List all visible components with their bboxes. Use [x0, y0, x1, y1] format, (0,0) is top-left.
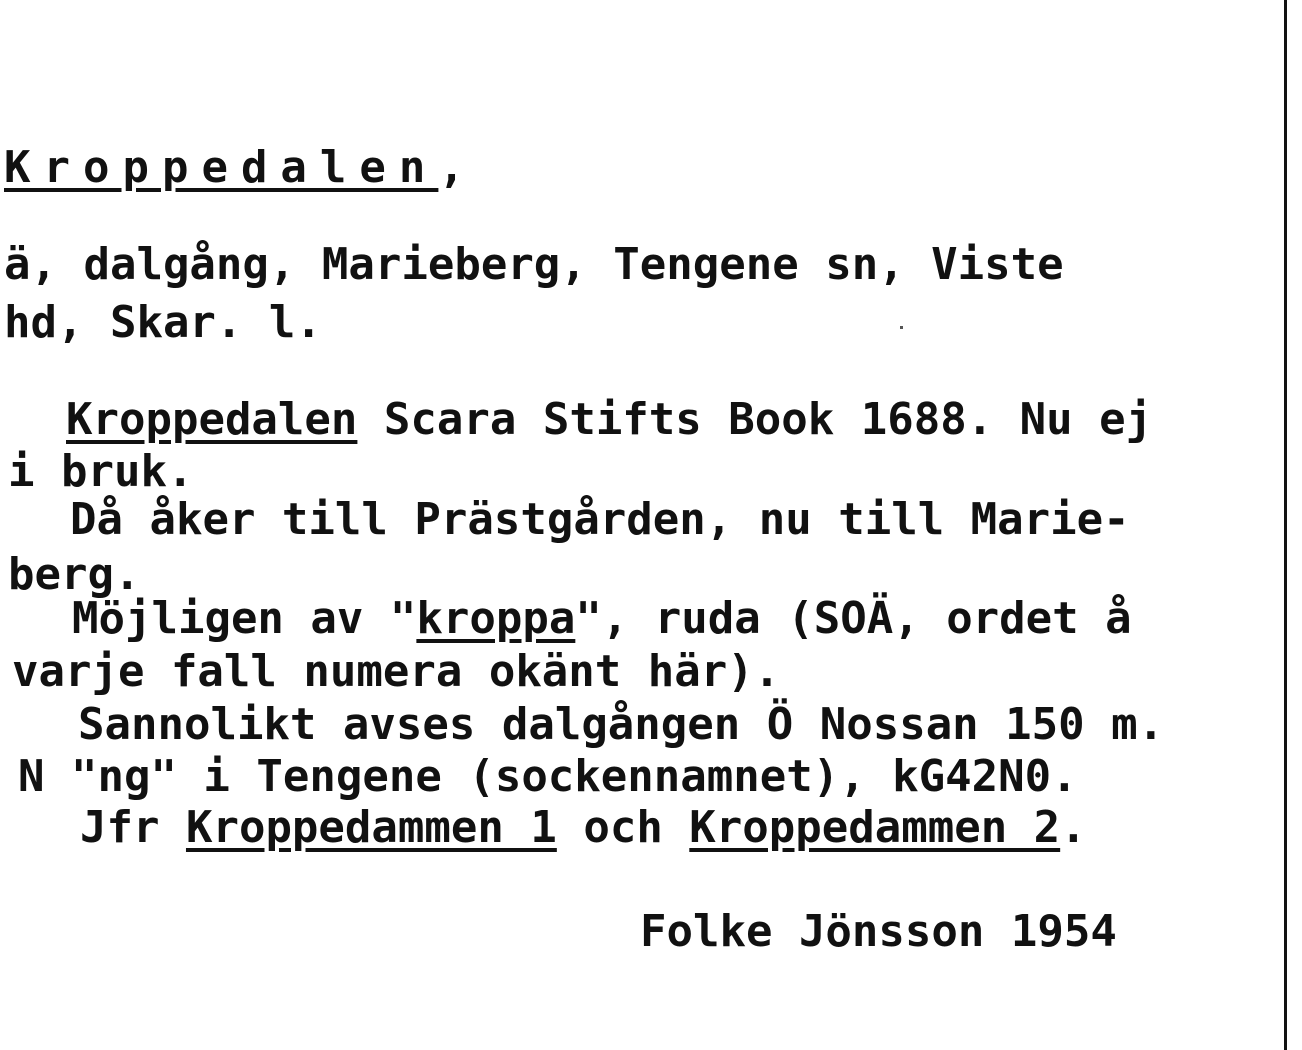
- etymology-pre: Möjligen av ": [72, 593, 417, 644]
- paragraph-2-line-2: berg.: [8, 549, 141, 600]
- stray-mark: [900, 326, 903, 329]
- paragraph-1-line-1: [66, 394, 1153, 445]
- paragraph-4-line-2: N "ng" i Tengene (sockennamnet), kG42N0.: [18, 751, 1078, 802]
- reference-link-1: Kroppedammen 1: [185, 802, 557, 853]
- etymology-post: ", ruda (SOÄ, ordet å: [575, 593, 1132, 644]
- source-word: Kroppedalen: [66, 394, 358, 445]
- headword-line: [4, 142, 465, 193]
- paragraph-3-line-2: varje fall numera okänt här).: [12, 646, 781, 697]
- headword-punct: ,: [438, 142, 465, 193]
- source-text: Scara Stifts Book 1688. Nu ej: [357, 394, 1153, 445]
- reference-link-2: Kroppedammen 2: [689, 802, 1061, 853]
- card-edge-line: [1284, 0, 1287, 1050]
- paragraph-3-line-1: [72, 593, 1132, 644]
- paragraph-5-line-1: [80, 802, 1087, 853]
- paragraph-1-line-2: i bruk.: [8, 446, 194, 497]
- signature: Folke Jönsson 1954: [640, 906, 1117, 957]
- description-line-2: hd, Skar. l.: [4, 297, 322, 348]
- reference-mid: och: [556, 802, 690, 853]
- reference-post: .: [1060, 802, 1087, 853]
- etymology-word: kroppa: [416, 593, 576, 644]
- paragraph-2-line-1: Då åker till Prästgården, nu till Marie-: [70, 494, 1130, 545]
- paragraph-4-line-1: Sannolikt avses dalgången Ö Nossan 150 m.: [78, 699, 1165, 750]
- description-line-1: ä, dalgång, Marieberg, Tengene sn, Viste: [4, 239, 1064, 290]
- headword: Kroppedalen: [4, 142, 439, 193]
- reference-pre: Jfr: [80, 802, 186, 853]
